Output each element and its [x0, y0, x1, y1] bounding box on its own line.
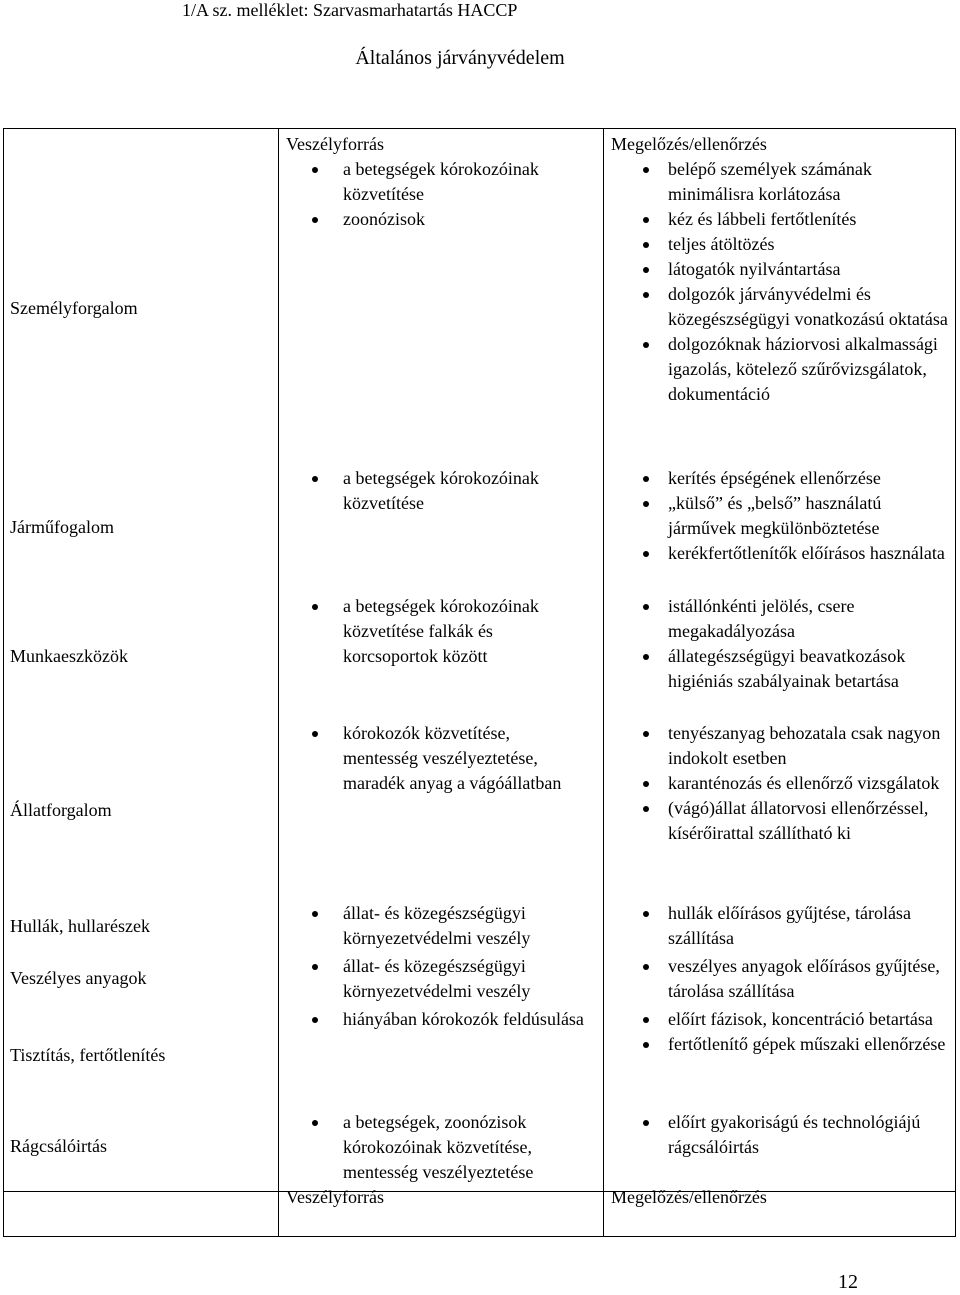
category-hullak: Hullák, hullarészek	[10, 916, 150, 936]
hazards-rodents	[279, 1110, 589, 1185]
bullet-icon	[312, 217, 318, 223]
control-header-top: Megelőzés/ellenőrzés	[611, 134, 767, 154]
category-ragcsaloirtas: Rágcsálóirtás	[10, 1136, 107, 1156]
list-item: veszélyes anyagok előírásos gyűjtése, tárolása szállítása	[604, 954, 949, 1004]
bullet-icon	[643, 1017, 649, 1023]
bullet-icon	[643, 476, 649, 482]
list-item: kéz és lábbeli fertőtlenítés	[604, 207, 949, 232]
document-subtitle: Általános járványvédelem	[355, 47, 565, 69]
bullet-icon	[643, 267, 649, 273]
hazards-tools	[279, 594, 589, 669]
category-allatforgalom: Állatforgalom	[10, 800, 112, 820]
list-item: fertőtlenítő gépek műszaki ellenőrzése	[604, 1032, 949, 1057]
list-item: dolgozóknak háziorvosi alkalmassági igazolás, kötelező szűrővizsgálatok, dokumentáció	[604, 332, 949, 407]
list-item: dolgozók járványvédelmi és közegészségügyi vonatkozású oktatása	[604, 282, 949, 332]
category-tisztitas: Tisztítás, fertőtlenítés	[10, 1045, 166, 1065]
hazards-vehicles	[279, 466, 589, 516]
list-item: állat- és közegészségügyi környezetvédelmi veszély	[279, 901, 589, 951]
list-item: a betegségek kórokozóinak közvetítése falkák és korcsoportok között	[279, 594, 589, 669]
list-item: kórokozók közvetítése, mentesség veszélyeztetése, maradék anyag a vágóállatban	[279, 721, 589, 796]
list-item: állategészségügyi beavatkozások higiéniás szabályainak betartása	[604, 644, 949, 694]
bullet-icon	[312, 476, 318, 482]
list-item: hiányában kórokozók feldúsulása	[279, 1007, 589, 1032]
bullet-icon	[643, 731, 649, 737]
list-item: zoonózisok	[279, 207, 589, 232]
list-item: istállónkénti jelölés, csere megakadályozása	[604, 594, 949, 644]
categories-column	[4, 129, 279, 1192]
controls-dangerous	[604, 954, 949, 1004]
haccp-table	[3, 128, 956, 1237]
controls-rodents	[604, 1110, 949, 1160]
hazards-carcasses	[279, 901, 589, 951]
controls-tools	[604, 594, 949, 694]
hazards-animals	[279, 721, 589, 796]
hazards-cleaning	[279, 1007, 589, 1032]
list-item: kerékfertőtlenítők előírásos használata	[604, 541, 949, 566]
bullet-icon	[312, 1120, 318, 1126]
list-item: tenyészanyag behozatala csak nagyon indokolt esetben	[604, 721, 949, 771]
category-jarmuforgalom: Járműfogalom	[10, 517, 114, 537]
page-number: 12	[838, 1271, 858, 1293]
category-veszelyes-anyagok: Veszélyes anyagok	[10, 968, 147, 988]
bullet-icon	[643, 781, 649, 787]
bullet-icon	[643, 167, 649, 173]
list-item: karanténozás és ellenőrző vizsgálatok	[604, 771, 949, 796]
list-item: a betegségek, zoonózisok kórokozóinak közvetítése, mentesség veszélyeztetése	[279, 1110, 589, 1185]
hazards-dangerous	[279, 954, 589, 1004]
bullet-icon	[643, 501, 649, 507]
controls-cleaning	[604, 1007, 949, 1057]
hazards-personnel	[279, 157, 589, 232]
controls-animals	[604, 721, 949, 846]
bullet-icon	[312, 911, 318, 917]
bullet-icon	[643, 242, 649, 248]
bullet-icon	[643, 342, 649, 348]
bullet-icon	[643, 292, 649, 298]
list-item: előírt gyakoriságú és technológiájú rágcsálóirtás	[604, 1110, 949, 1160]
category-munkaeszkozok: Munkaeszközök	[10, 646, 128, 666]
bullet-icon	[643, 1042, 649, 1048]
hazard-header-top: Veszélyforrás	[286, 134, 384, 154]
list-item: (vágó)állat állatorvosi ellenőrzéssel, kísérőirattal szállítható ki	[604, 796, 949, 846]
bullet-icon	[643, 217, 649, 223]
list-item: látogatók nyilvántartása	[604, 257, 949, 282]
controls-personnel	[604, 157, 949, 407]
hazard-header-bottom: Veszélyforrás	[286, 1187, 384, 1207]
controls-carcasses	[604, 901, 949, 951]
list-item: állat- és közegészségügyi környezetvédelmi veszély	[279, 954, 589, 1004]
hazards-column	[279, 129, 604, 1207]
bullet-icon	[643, 806, 649, 812]
bullet-icon	[643, 1120, 649, 1126]
list-item: „külső” és „belső” használatú járművek megkülönböztetése	[604, 491, 949, 541]
bullet-icon	[312, 731, 318, 737]
control-header-bottom: Megelőzés/ellenőrzés	[611, 1187, 767, 1207]
list-item: belépő személyek számának minimálisra korlátozása	[604, 157, 949, 207]
bullet-icon	[643, 911, 649, 917]
bullet-icon	[312, 167, 318, 173]
footer-cell-1	[4, 1192, 279, 1237]
controls-vehicles	[604, 466, 949, 566]
list-item: a betegségek kórokozóinak közvetítése	[279, 157, 589, 207]
bullet-icon	[312, 964, 318, 970]
controls-column	[604, 129, 956, 1207]
list-item: hullák előírásos gyűjtése, tárolása szállítása	[604, 901, 949, 951]
bullet-icon	[312, 1017, 318, 1023]
document-header: 1/A sz. melléklet: Szarvasmarhatartás HACCP	[182, 0, 518, 20]
list-item: kerítés épségének ellenőrzése	[604, 466, 949, 491]
bullet-icon	[643, 604, 649, 610]
list-item: a betegségek kórokozóinak közvetítése	[279, 466, 589, 516]
bullet-icon	[643, 964, 649, 970]
category-szemelyforgalom: Személyforgalom	[10, 298, 138, 318]
bullet-icon	[643, 551, 649, 557]
bullet-icon	[312, 604, 318, 610]
list-item: teljes átöltözés	[604, 232, 949, 257]
bullet-icon	[643, 654, 649, 660]
list-item: előírt fázisok, koncentráció betartása	[604, 1007, 949, 1032]
